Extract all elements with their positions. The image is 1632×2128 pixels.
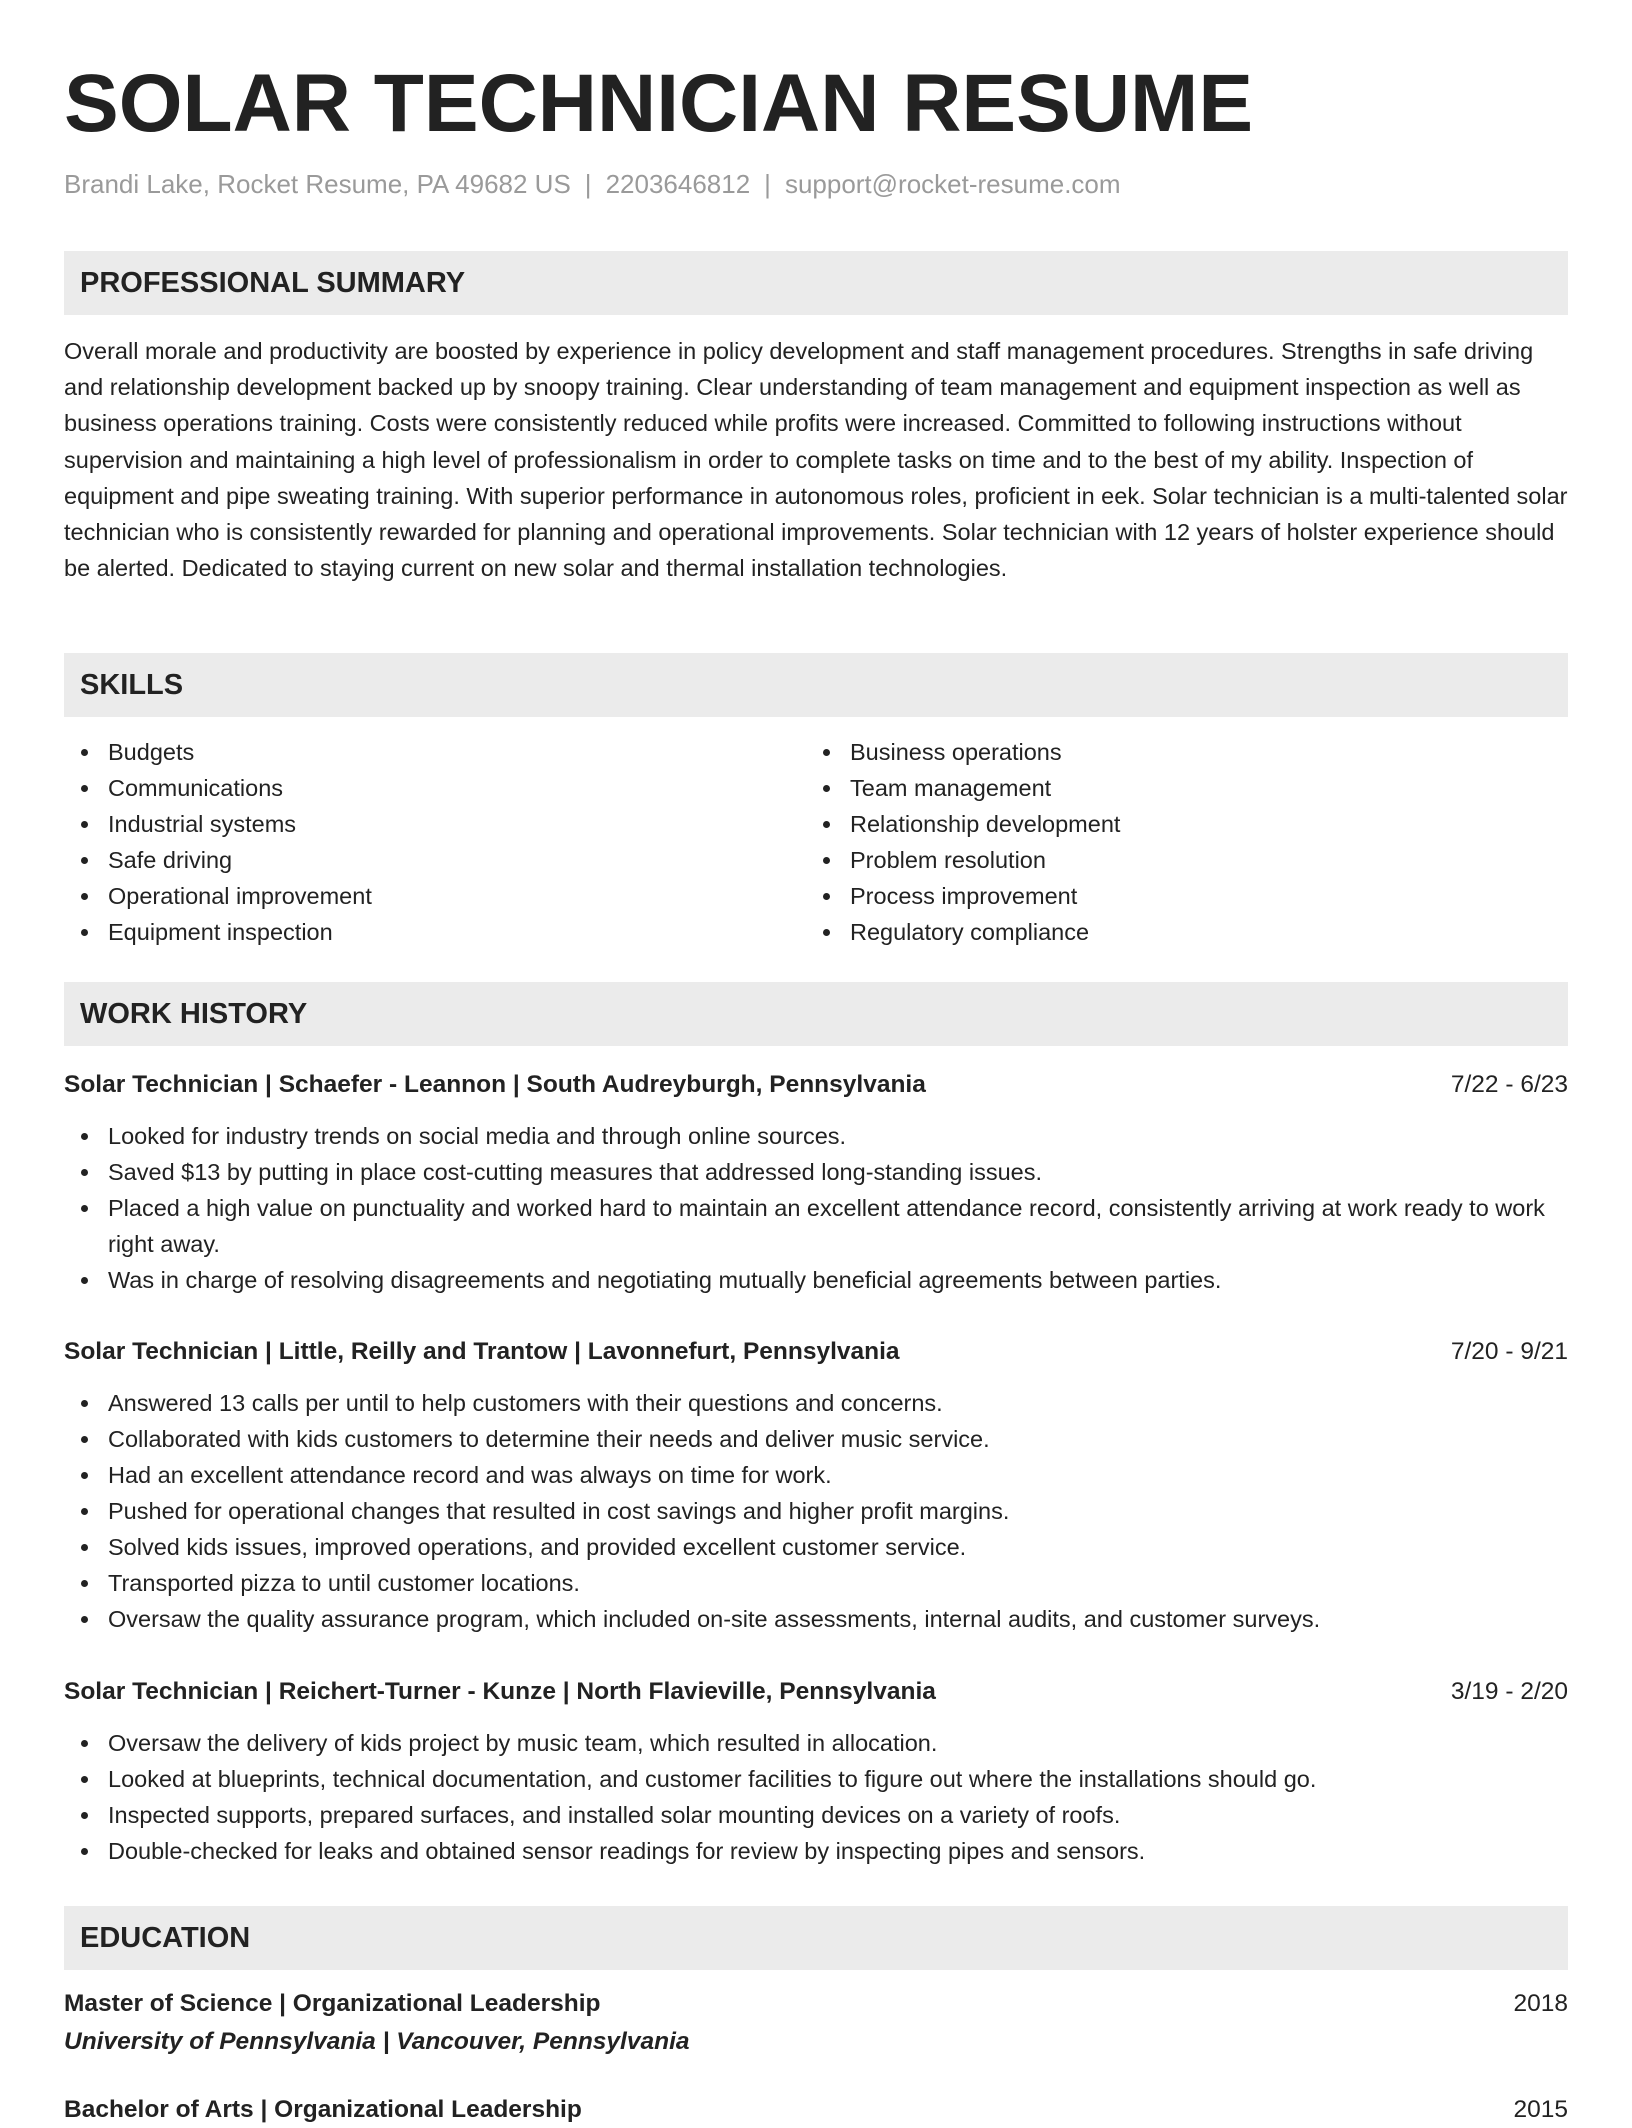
job-bullets <box>64 1118 1568 1298</box>
section-header-education <box>64 1906 1568 1970</box>
job-bullet: Transported pizza to until customer locations. <box>64 1565 1568 1601</box>
skill-item: Equipment inspection <box>64 914 804 950</box>
job-header <box>64 1067 1568 1103</box>
skill-item: Operational improvement <box>64 878 804 914</box>
section-heading: SKILLS <box>80 669 184 701</box>
education-header <box>64 2092 1568 2128</box>
job-header <box>64 1334 1568 1370</box>
job-bullet: Placed a high value on punctuality and worked hard to maintain an excellent attendance record, consistently arriving at work ready to work right away. <box>64 1190 1568 1262</box>
skill-item: Problem resolution <box>806 842 1566 878</box>
education-degree: Bachelor of Arts | Organizational Leadership <box>64 2096 582 2123</box>
skills-list-left <box>64 734 804 950</box>
education-year: 2018 <box>1513 1990 1568 2017</box>
skill-item: Relationship development <box>806 806 1566 842</box>
skills-list-right <box>806 734 1566 950</box>
job-bullet: Oversaw the quality assurance program, which included on-site assessments, internal audits, and customer surveys. <box>64 1601 1568 1637</box>
job-title: Solar Technician | Little, Reilly and Trantow | Lavonnefurt, Pennsylvania <box>64 1338 900 1365</box>
section-heading: WORK HISTORY <box>80 998 308 1030</box>
job-bullet: Was in charge of resolving disagreements and negotiating mutually beneficial agreements between parties. <box>64 1262 1568 1298</box>
section-header-work-history <box>64 982 1568 1046</box>
section-heading: EDUCATION <box>80 1922 251 1954</box>
education-school: University of Pennsylvania | Vancouver, Pennsylvania <box>64 2028 690 2055</box>
job-bullets <box>64 1725 1568 1869</box>
job-dates: 3/19 - 2/20 <box>1450 1678 1568 1705</box>
education-degree: Master of Science | Organizational Leadership <box>64 1990 601 2017</box>
job-header <box>64 1674 1568 1710</box>
contact-line <box>64 166 1121 202</box>
job-bullets <box>64 1385 1568 1637</box>
resume-title: SOLAR TECHNICIAN RESUME <box>64 58 1254 149</box>
contact-separator: | <box>584 169 592 199</box>
skill-item: Process improvement <box>806 878 1566 914</box>
section-heading: PROFESSIONAL SUMMARY <box>80 267 466 299</box>
skill-item: Business operations <box>806 734 1566 770</box>
job-dates: 7/20 - 9/21 <box>1450 1338 1568 1365</box>
education-year: 2015 <box>1513 2096 1568 2123</box>
section-header-skills <box>64 653 1568 717</box>
job-bullet: Looked for industry trends on social media and through online sources. <box>64 1118 1568 1154</box>
skill-item: Safe driving <box>64 842 804 878</box>
contact-address: Brandi Lake, Rocket Resume, PA 49682 US <box>64 169 571 199</box>
job-bullet: Answered 13 calls per until to help customers with their questions and concerns. <box>64 1385 1568 1421</box>
job-bullet: Collaborated with kids customers to determine their needs and deliver music service. <box>64 1421 1568 1457</box>
contact-phone: 2203646812 <box>605 169 751 199</box>
contact-separator: | <box>764 169 771 199</box>
skill-item: Team management <box>806 770 1566 806</box>
section-header-summary <box>64 251 1568 315</box>
job-bullet: Inspected supports, prepared surfaces, and installed solar mounting devices on a variety of roofs. <box>64 1797 1568 1833</box>
job-bullet: Looked at blueprints, technical documentation, and customer facilities to figure out where the installations should go. <box>64 1761 1568 1797</box>
job-bullet: Double-checked for leaks and obtained sensor readings for review by inspecting pipes and sensors. <box>64 1833 1568 1869</box>
summary-text: Overall morale and productivity are boosted by experience in policy development and staff management procedures. Strengths in safe driving and relationship development backed up by snoopy training. Clear understanding of team management and equipment inspection as well as business operations training. Costs were consistently reduced while profits were increased. Committed to following instructions without supervision and maintaining a high level of professionalism in order to complete tasks on time and to the best of my ability. Inspection of equipment and pipe sweating training. With superior performance in autonomous roles, proficient in eek. Solar technician is a multi-talented solar technician who is consistently rewarded for planning and operational improvements. Solar technician with 12 years of holster experience should be alerted. Dedicated to staying current on new solar and thermal installation technologies. <box>64 338 1568 582</box>
skill-item: Budgets <box>64 734 804 770</box>
skill-item: Communications <box>64 770 804 806</box>
job-bullet: Solved kids issues, improved operations, and provided excellent customer service. <box>64 1529 1568 1565</box>
education-header <box>64 1986 1568 2022</box>
job-title: Solar Technician | Reichert-Turner - Kunze | North Flavieville, Pennsylvania <box>64 1678 936 1705</box>
contact-email[interactable]: support@rocket-resume.com <box>784 169 1121 199</box>
skill-item: Regulatory compliance <box>806 914 1566 950</box>
job-bullet: Pushed for operational changes that resulted in cost savings and higher profit margins. <box>64 1493 1568 1529</box>
job-bullet: Saved $13 by putting in place cost-cutting measures that addressed long-standing issues. <box>64 1154 1568 1190</box>
job-dates: 7/22 - 6/23 <box>1450 1071 1568 1098</box>
job-title: Solar Technician | Schaefer - Leannon | South Audreyburgh, Pennsylvania <box>64 1071 926 1098</box>
job-bullet: Had an excellent attendance record and was always on time for work. <box>64 1457 1568 1493</box>
job-bullet: Oversaw the delivery of kids project by music team, which resulted in allocation. <box>64 1725 1568 1761</box>
skill-item: Industrial systems <box>64 806 804 842</box>
